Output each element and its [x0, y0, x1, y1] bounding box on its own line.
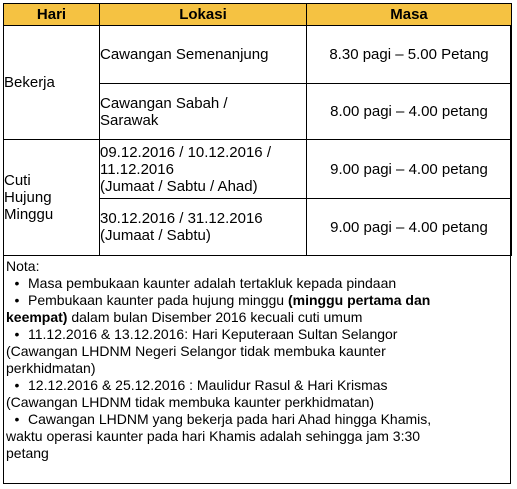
day-label: Bekerja	[4, 74, 55, 91]
day-cell-cuti-hujung-minggu	[4, 140, 100, 256]
time-cell	[307, 140, 512, 199]
header-masa: Masa	[307, 4, 512, 26]
location-line: (Jumaat / Sabtu)	[100, 227, 211, 244]
notes-section	[6, 258, 506, 462]
note-item	[6, 275, 506, 292]
note-emphasis: keempat)	[6, 309, 68, 325]
location-line: (Jumaat / Sabtu / Ahad)	[100, 177, 258, 195]
time-text: 8.00 pagi – 4.00 petang	[330, 103, 488, 120]
table-header-row	[4, 4, 512, 26]
location-line: 30.12.2016 / 31.12.2016	[100, 210, 263, 227]
table-row	[4, 140, 512, 199]
location-line: 09.12.2016 / 10.12.2016 /	[100, 143, 271, 161]
header-lokasi: Lokasi	[100, 4, 307, 26]
note-item-continuation	[6, 309, 506, 326]
time-text: 8.30 pagi – 5.00 Petang	[329, 46, 489, 63]
location-cell	[100, 199, 307, 256]
note-emphasis: (minggu pertama dan	[287, 292, 431, 308]
location-line: 11.12.2016	[100, 160, 174, 178]
location-cell	[100, 26, 307, 84]
bullet-icon: •	[14, 377, 20, 393]
location-line: Cawangan Sabah /	[100, 94, 228, 112]
day-label-line: Hujung	[4, 189, 52, 206]
time-cell	[307, 84, 512, 140]
note-text: Cawangan LHDNM yang bekerja pada hari Ahad hingga Khamis,	[28, 411, 432, 427]
table-row	[4, 26, 512, 84]
note-item	[6, 411, 506, 428]
day-label-line: Minggu	[4, 206, 54, 223]
note-text: Pembukaan kaunter pada hujung minggu	[28, 292, 288, 308]
day-cell-bekerja	[4, 26, 100, 140]
note-text: 11.12.2016 & 13.12.2016: Hari Keputeraan Sultan Selangor	[28, 326, 398, 342]
note-item	[6, 377, 506, 394]
time-text: 9.00 pagi – 4.00 petang	[330, 160, 488, 178]
bullet-icon: •	[14, 275, 20, 291]
counter-hours-table	[3, 3, 512, 256]
time-cell	[307, 26, 512, 84]
time-text: 9.00 pagi – 4.00 petang	[330, 218, 488, 236]
note-item	[6, 326, 506, 343]
location-line: Cawangan Semenanjung	[100, 46, 269, 63]
location-cell	[100, 84, 307, 140]
note-text: Masa pembukaan kaunter adalah tertakluk kepada pindaan	[28, 275, 397, 291]
bullet-icon: •	[14, 326, 20, 342]
location-line: Sarawak	[100, 111, 159, 129]
time-cell	[307, 199, 512, 256]
location-cell	[100, 140, 307, 199]
note-text: 12.12.2016 & 25.12.2016 : Maulidur Rasul & Hari Krismas	[28, 377, 388, 393]
note-item	[6, 292, 506, 309]
note-item-continuation: perkhidmatan)	[6, 360, 96, 376]
note-text: dalam bulan Disember 2016 kecuali cuti umum	[67, 309, 363, 325]
note-item-continuation: petang	[6, 445, 49, 461]
notes-title: Nota:	[6, 258, 40, 274]
day-label-line: Cuti	[4, 172, 31, 189]
note-item-continuation: waktu operasi kaunter pada hari Khamis adalah sehingga jam 3:30	[6, 428, 421, 444]
note-item-continuation: (Cawangan LHDNM tidak membuka kaunter perkhidmatan)	[6, 394, 375, 410]
note-item-continuation: (Cawangan LHDNM Negeri Selangor tidak membuka kaunter	[6, 343, 386, 359]
bullet-icon: •	[14, 292, 20, 308]
header-hari: Hari	[4, 4, 100, 26]
bullet-icon: •	[14, 411, 20, 427]
